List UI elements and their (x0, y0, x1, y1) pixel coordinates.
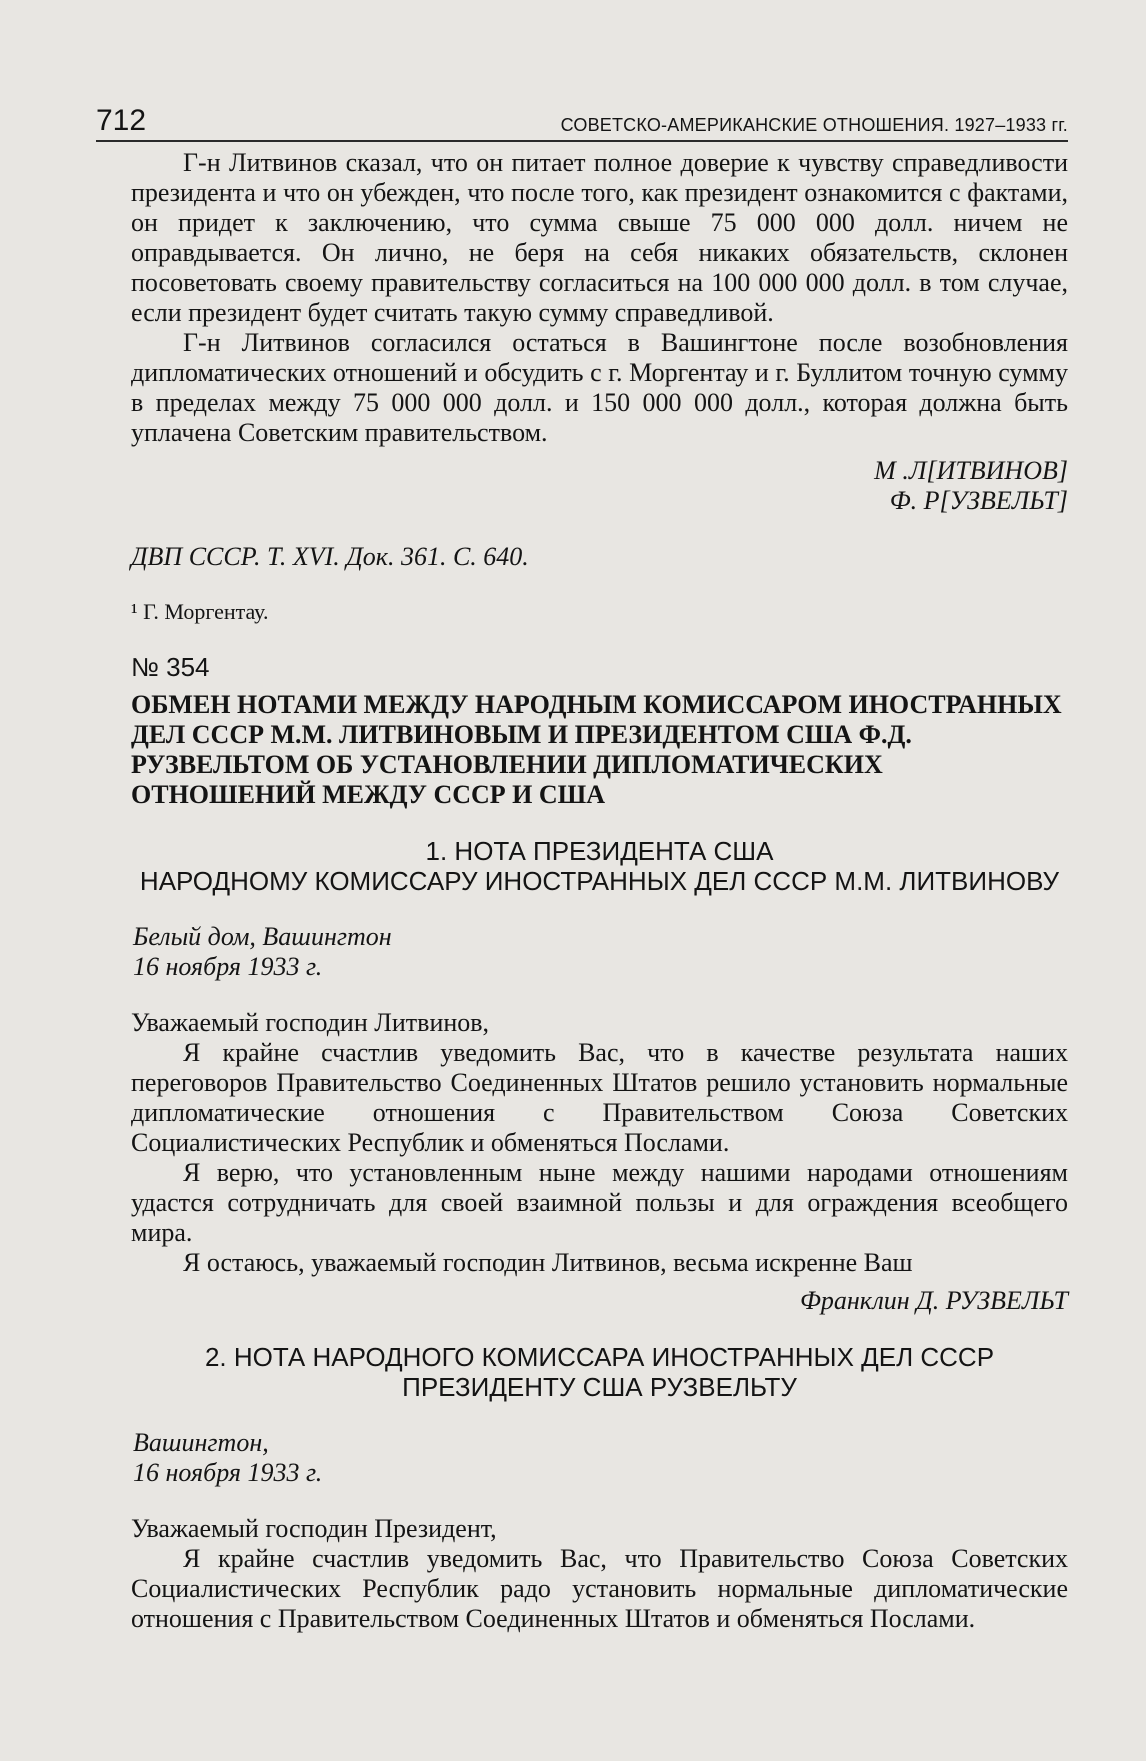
note1-closing: Я остаюсь, уважаемый господин Литвинов, весьма искренне Ваш (183, 1248, 913, 1277)
source-citation: ДВП СССР. Т. XVI. Док. 361. С. 640. (131, 542, 529, 571)
note1-place: Белый дом, Вашингтон (133, 922, 392, 951)
paragraph: Я крайне счастлив уведомить Вас, что в качестве результата наших переговоров Правительство Соединенных Штатов решило установить нормальные дипломатические отношения с Правительством Союза Советских Социалистических Республик и обменяться Послами. (131, 1038, 1068, 1157)
note1-date: 16 ноября 1933 г. (133, 952, 323, 981)
page-number: 712 (96, 104, 147, 137)
paragraph: Я верю, что установленным ныне между нашими народами отношениям удастся сотрудничать для своей взаимной пользы и для ограждения всеобщего мира. (131, 1158, 1068, 1247)
running-title: СОВЕТСКО-АМЕРИКАНСКИЕ ОТНОШЕНИЯ. 1927–1933 гг. (560, 115, 1068, 135)
note2-heading: 2. НОТА НАРОДНОГО КОМИССАРА ИНОСТРАННЫХ ДЕЛ СССР (204, 1342, 995, 1372)
note2-place: Вашингтон, (133, 1428, 269, 1457)
document-title: ОБМЕН НОТАМИ МЕЖДУ НАРОДНЫМ КОМИССАРОМ ИНОСТРАННЫХ ДЕЛ СССР М.М. ЛИТВИНОВЫМ И ПРЕЗИДЕНТОМ США Ф.Д. РУЗВЕЛЬТОМ ОБ УСТАНОВЛЕНИИ ДИПЛОМАТИЧЕСКИХ ОТНОШЕНИЙ МЕЖДУ СССР И США (131, 690, 1062, 809)
paragraph: Я крайне счастлив уведомить Вас, что Правительство Союза Советских Социалистических Республик радо установить нормальные дипломатические отношения с Правительством Соединенных Штатов и обменяться Послами. (131, 1544, 1068, 1633)
signature-roosevelt: Ф. Р[УЗВЕЛЬТ] (889, 486, 1068, 515)
note1-salutation: Уважаемый господин Литвинов, (131, 1008, 490, 1037)
note1-signature: Франклин Д. РУЗВЕЛЬТ (799, 1286, 1068, 1315)
page-header (96, 104, 1068, 142)
paragraph: Г-н Литвинов согласился остаться в Вашингтоне после возобновления дипломатических отношений и обсудить с г. Моргентау и г. Буллитом точную сумму в пределах между 75 000 000 долл. и 150 000 000 долл., которая должна быть уплачена Советским правительством. (131, 328, 1068, 447)
note2-subheading: ПРЕЗИДЕНТУ США РУЗВЕЛЬТУ (402, 1372, 797, 1402)
page-body (131, 148, 1068, 1634)
paragraph: Г-н Литвинов сказал, что он питает полное доверие к чувству справедливости президента и что он убежден, что после того, как президент ознакомится с фактами, он придет к заключению, что сумма свыше 75 000 000 долл. ничем не оправдывается. Он лично, не беря на себя никаких обязательств, склонен посоветовать своему правительству согласиться на 100 000 000 долл. в том случае, если президент будет считать такую сумму справедливой. (131, 148, 1068, 327)
note1-subheading: НАРОДНОМУ КОМИССАРУ ИНОСТРАННЫХ ДЕЛ СССР М.М. ЛИТВИНОВУ (139, 866, 1060, 896)
document-number: № 354 (131, 652, 210, 682)
note2-salutation: Уважаемый господин Президент, (131, 1514, 497, 1543)
signature-litvinov: М .Л[ИТВИНОВ] (874, 456, 1068, 485)
note2-date: 16 ноября 1933 г. (133, 1458, 323, 1487)
footnote: ¹ Г. Моргентау. (131, 599, 269, 624)
note1-heading: 1. НОТА ПРЕЗИДЕНТА США (425, 836, 774, 866)
